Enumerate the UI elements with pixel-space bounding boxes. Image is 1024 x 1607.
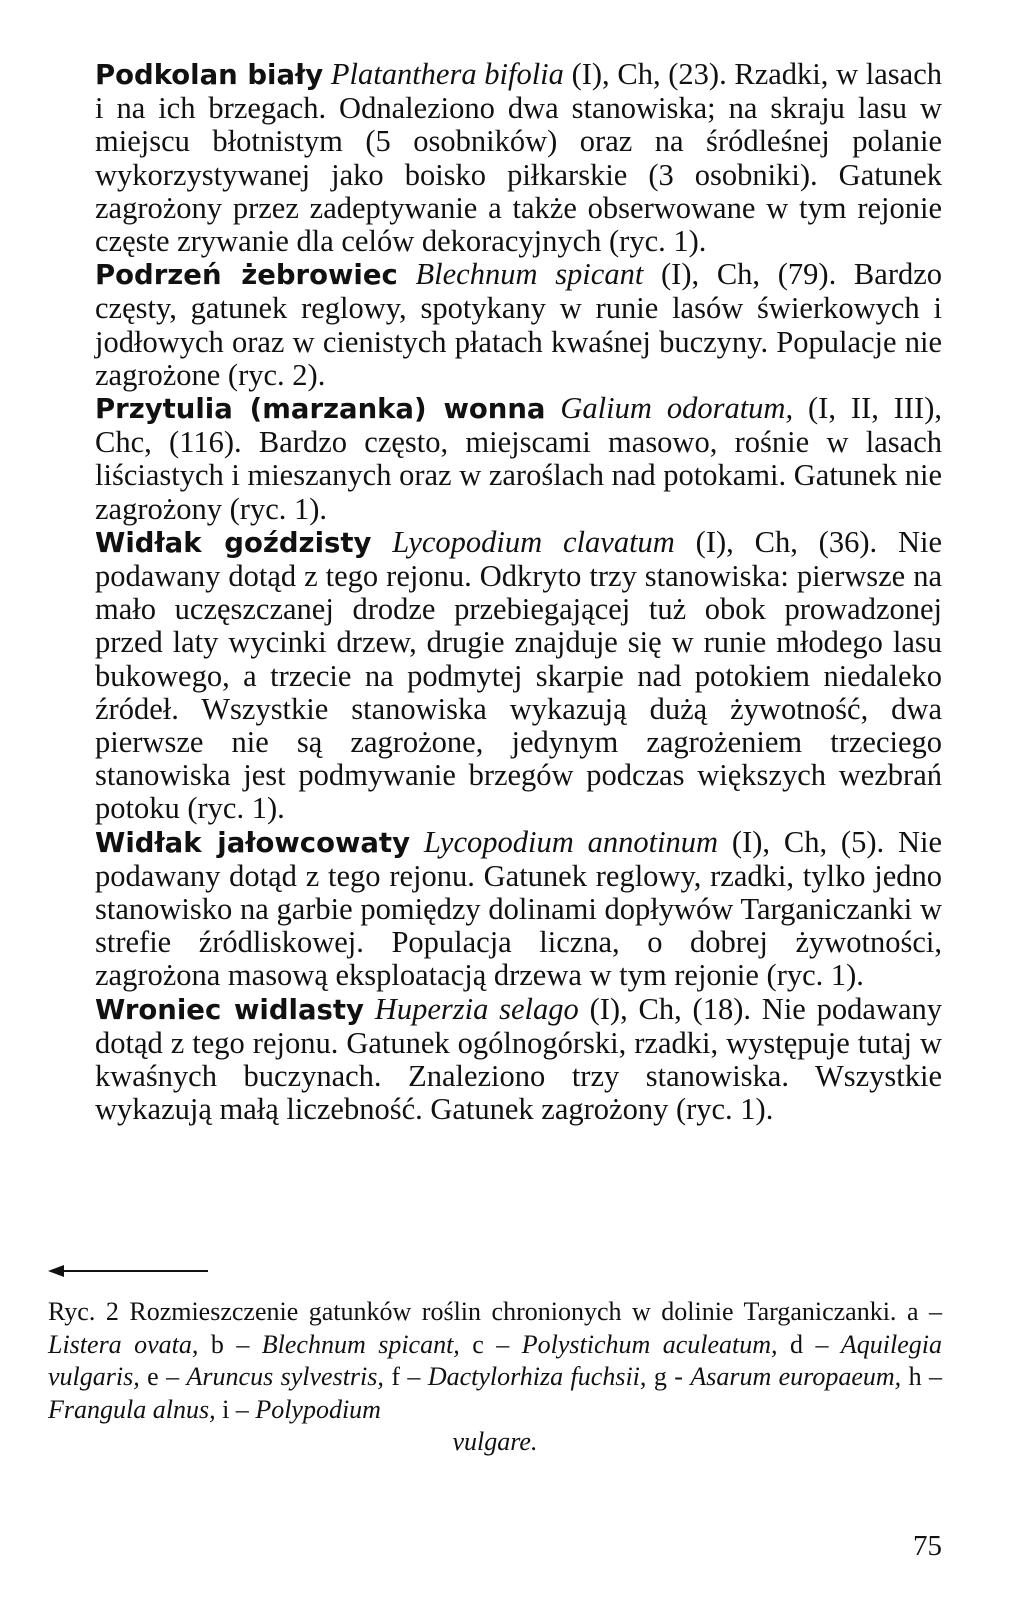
document-body [95,58,942,1127]
species-entry [95,258,942,392]
caption-species: Polypodium [255,1394,381,1424]
caption-key: h – [901,1362,943,1391]
species-entry [95,826,942,993]
caption-species: Polystichum aculeatum, [521,1329,778,1359]
figure-caption [48,1296,942,1459]
species-name: Widłak goździsty [95,526,372,559]
species-description: (I), Ch, (5). Nie podawany dotąd z tego rejonu. Gatunek reglowy, rzadki, tylko jedno stanowisko na garbie pomiędzy dolinami dopływów Targaniczanki w strefie źródliskowej. Populacja liczna, o dobrej żywotności, zagrożona masową eksploatacją drzewa w tym rejonie (ryc. 1). [95,824,943,993]
caption-key: e – [139,1362,187,1391]
caption-intro: Ryc. 2 Rozmieszczenie gatunków roślin chronionych w dolinie Targaniczanki. [48,1297,907,1326]
caption-species: vulgare. [452,1427,538,1456]
caption-species: Asarum europaeum, [690,1362,902,1391]
caption-key: d – [777,1329,841,1359]
species-latin-name: Blechnum spicant [415,257,644,292]
species-description: (I, II, III), Chc, (116). Bardzo często, miejscami masowo, rośnie w lasach liściastych i mieszanych oraz w zaroślach nad potokami. Gatunek nie zagrożony (ryc. 1). [95,391,942,526]
species-description: (I), Ch, (18). Nie podawany dotąd z tego rejonu. Gatunek ogólnogórski, rzadki, występuje tutaj w kwaśnych buczynach. Znaleziono trzy stanowiska. Wszystkie wykazują małą liczebność. Gatunek zagrożony (ryc. 1). [95,991,943,1127]
caption-key: i – [215,1394,256,1424]
species-latin-name: Lycopodium clavatum [392,524,675,559]
species-description: (I), Ch, (36). Nie podawany dotąd z tego rejonu. Odkryto trzy stanowiska: pierwsze na mało uczęszczanej drodze przebiegającej tuż obok prowadzonej przed laty wycinki drzew, drugie znajduje się w runie młodego lasu bukowego, a trzecie na podmytej skarpie nad potokiem niedaleko źródeł. Wszystkie stanowiska wykazują dużą żywotność, dwa pierwsze nie są zagrożone, jedynym zagrożeniem trzeciego stanowiska jest podmywanie brzegów podczas większych wezbrań potoku (ryc. 1). [95,524,943,826]
caption-key: f – [383,1362,428,1391]
caption-species: Aquilegia vulgaris, [48,1329,942,1391]
species-name: Przytulia (marzanka) wonna [95,393,546,426]
page-number: 75 [913,1530,942,1562]
caption-species: Blechnum spicant, [261,1329,460,1359]
caption-key: b – [198,1329,262,1359]
species-entry [95,392,942,526]
species-entry [95,526,942,826]
caption-species: Frangula alnus, [48,1394,216,1424]
species-name: Podrzeń żebrowiec [95,259,398,292]
caption-key: g - [646,1362,691,1391]
caption-key: a – [906,1297,942,1326]
left-arrow-icon [48,1264,208,1278]
caption-species: Dactylorhiza fuchsii, [427,1362,647,1391]
species-latin-name: Lycopodium annotinum [423,824,719,859]
caption-species: Aruncus sylvestris, [186,1362,384,1391]
species-name: Podkolan biały [95,59,324,91]
species-name: Wroniec widlasty [95,993,364,1026]
caption-key: c – [459,1329,522,1359]
species-description: (I), Ch, (23). Rzadki, w lasach i na ich brzegach. Odnaleziono dwa stanowiska; na skraju lasu w miejscu błotnistym (5 osobników) oraz na śródleśnej polanie wykorzystywanej jako boisko piłkarskie (3 osobniki). Gatunek zagrożony przez zadeptywanie a także obserwowane w tym rejonie częste zrywanie dla celów dekoracyjnych (ryc. 1). [95,57,942,259]
species-description: (I), Ch, (79). Bardzo częsty, gatunek reglowy, spotykany w runie lasów świerkowych i jodłowych oraz w cienistych płatach kwaśnej buczyny. Populacje nie zagrożone (ryc. 2). [95,257,943,392]
species-latin-name: Huperzia selago [374,991,579,1026]
species-name: Widłak jałowcowaty [95,826,411,859]
species-entry [95,58,942,258]
species-latin-name: Galium odoratum, [560,391,794,426]
caption-species: Listera ovata, [48,1329,199,1359]
species-latin-name: Platanthera bifolia [330,57,564,91]
species-entry [95,993,942,1127]
